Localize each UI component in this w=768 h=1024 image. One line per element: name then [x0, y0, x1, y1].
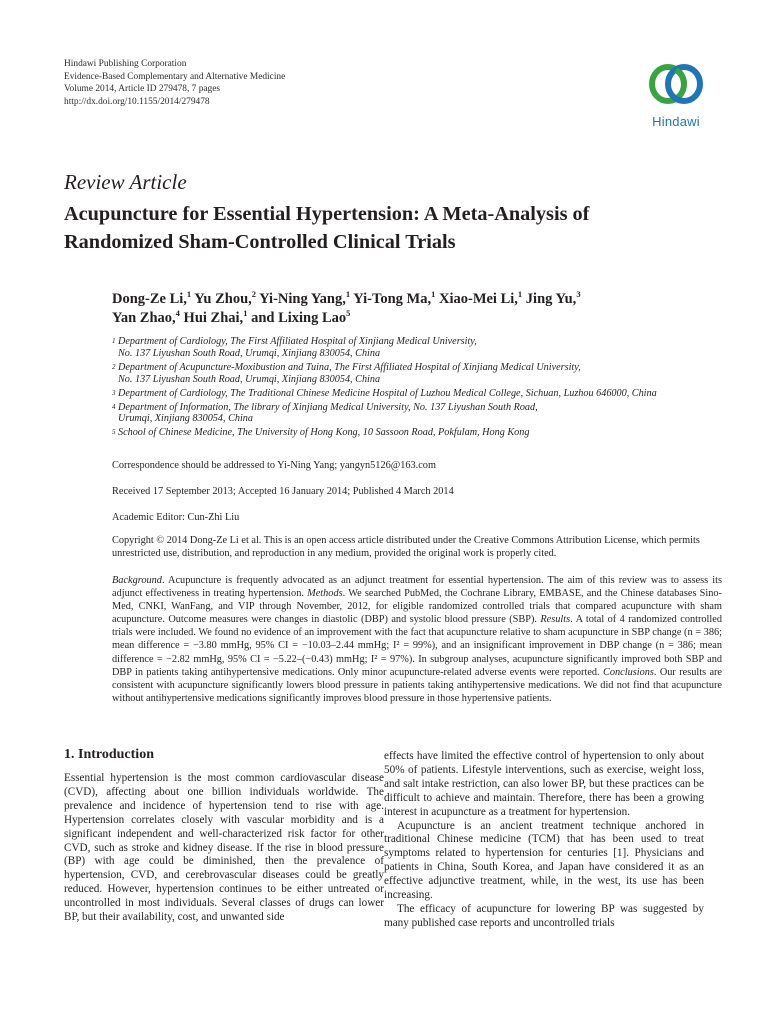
correspondence: Correspondence should be addressed to Yi-Ning Yang; yangyn5126@163.com [112, 460, 436, 471]
author-affiliation-mark: 1 [517, 289, 523, 299]
abstract-results: . A total of 4 randomized controlled trials were included. We found no evidence of an improvement with the fact that acupuncture relative to sham acupuncture in SBP change (n = 386; mean difference = −3.80 mmHg, 95% CI = −10.03–2.44 mmHg; I² = 99%), and an insignificant improvement in DBP change (n = 386; mean difference = −2.82 mmHg, 95% CI = −5.22–(−0.43) mmHg; I² = 97%). In subgroup analyses, acupuncture significantly improved both SBP and DBP in patients taking antihypertensive medications. Only minor acupuncture-related adverse events were reported. [112, 614, 722, 678]
author: Yu Zhou, [194, 291, 252, 307]
affiliation [112, 388, 722, 400]
affiliation-line: Urumqi, Xinjiang 830054, China [118, 413, 253, 425]
author-affiliation-mark: 3 [576, 289, 581, 299]
affiliation-number: 1 [112, 337, 116, 345]
journal-name: Evidence-Based Complementary and Alternative Medicine [64, 71, 286, 82]
body-paragraph: effects have limited the effective control of hypertension to only about 50% of patients. Lifestyle interventions, such as exercise, weight loss, and salt intake restriction, can also lower BP, but these practices can be difficult to achieve and maintain. Therefore, there has been a growing interest in acupuncture as a treatment for hypertension. [384, 750, 704, 818]
affiliation-line: School of Chinese Medicine, The University of Hong Kong, 10 Sassoon Road, Pokfulam, Hong Kong [118, 427, 530, 439]
author: Xiao-Mei Li, [438, 291, 518, 307]
author-affiliation-mark: 5 [346, 308, 351, 318]
body-paragraph: The efficacy of acupuncture for lowering BP was suggested by many published case reports and uncontrolled trials [384, 902, 704, 929]
title-line-1: Acupuncture for Essential Hypertension: A Meta-Analysis of [64, 203, 590, 225]
academic-editor: Academic Editor: Cun-Zhi Liu [112, 512, 240, 523]
author-affiliation-mark: 1 [243, 308, 248, 318]
hindawi-logo [636, 60, 716, 129]
author: Yi-Ning Yang, [259, 291, 346, 307]
affiliation [112, 362, 722, 386]
hindawi-logo-icon [636, 60, 716, 112]
affiliation-number: 3 [112, 388, 116, 397]
author-affiliation-mark: 4 [175, 308, 180, 318]
abstract-background: . Acupuncture is frequently advocated as an adjunct treatment for essential hypertension. The aim of this review was to assess its adjunct effectiveness in treating hypertension. [112, 575, 722, 600]
affiliation-line: Department of Cardiology, The Traditional Chinese Medicine Hospital of Luzhou Medical College, Sichuan, Luzhou 646000, China [118, 387, 657, 399]
author-affiliation-mark: 1 [186, 289, 192, 299]
author: Hui Zhai, [183, 310, 244, 326]
author-affiliation-mark: 2 [251, 289, 257, 299]
article-title [64, 200, 714, 256]
author: and Lixing Lao [251, 310, 347, 326]
affiliation-number: 4 [112, 402, 116, 411]
affiliation [112, 336, 722, 360]
affiliation-list [112, 336, 722, 441]
body-column-left [64, 746, 384, 925]
author: Jing Yu, [525, 291, 577, 307]
logo-wordmark: Hindawi [652, 114, 700, 129]
publication-dates: Received 17 September 2013; Accepted 16 January 2014; Published 4 March 2014 [112, 486, 454, 497]
abstract-background-label: Background [112, 575, 162, 586]
author-list [112, 290, 722, 328]
affiliation-number: 5 [112, 428, 116, 437]
abstract-methods-label: Methods [307, 588, 343, 600]
body-paragraph: Essential hypertension is the most common cardiovascular disease (CVD), affecting about one billion individuals worldwide. The prevalence and incidence of hypertension tend to rise with age. Hypertension correlates closely with vascular morbidity and is a significant independent and well-characterized risk factor for other CVD, such as stroke and kidney disease. If the rise in blood pressure (BP) with age could be diminished, then the prevalence of hypertension, CVD, and cerebrovascular diseases could be greatly reduced. However, hypertension continues to be either untreated or uncontrolled in most individuals. Several classes of drugs can lower BP, but their availability, cost, and unwanted side [64, 772, 384, 924]
copyright-notice: Copyright © 2014 Dong-Ze Li et al. This is an open access article distributed under the Creative Commons Attribution License, which permits unrestricted use, distribution, and reproduction in any medium, provided the original work is properly cited. [112, 535, 700, 559]
affiliation-line: Department of Acupuncture-Moxibustion and Tuina, The First Affiliated Hospital of Xinjiang Medical University, [118, 361, 581, 373]
body-paragraph: Acupuncture is an ancient treatment technique anchored in traditional Chinese medicine (TCM) that has been used to treat symptoms related to hypertension for centuries [1]. Physicians and patients in China, South Korea, and Japan have considered it as an effective adjunctive treatment, while, in the west, its use has been increasing. [384, 819, 704, 902]
body-column-right [384, 750, 704, 931]
abstract [112, 574, 722, 705]
affiliation-line: Department of Cardiology, The First Affiliated Hospital of Xinjiang Medical University, [118, 336, 477, 347]
author: Yi-Tong Ma, [353, 291, 432, 307]
affiliation [112, 427, 722, 439]
author: Dong-Ze Li, [112, 291, 187, 307]
affiliation-number: 2 [112, 362, 116, 371]
abstract-conclusions: . Our results are consistent with acupuncture significantly lowers blood pressure in patients taking antihypertensive medications. We did not find that acupuncture without antihypertensive medications significantly improves blood pressure in those hypertensive patients. [112, 666, 723, 704]
article-type: Review Article [64, 170, 187, 194]
publisher-name: Hindawi Publishing Corporation [64, 59, 187, 69]
doi-link[interactable]: http://dx.doi.org/10.1155/2014/279478 [64, 96, 210, 107]
affiliation-line: Department of Information, The library of Xinjiang Medical University, No. 137 Liyushan South Road, [118, 401, 538, 413]
volume-info: Volume 2014, Article ID 279478, 7 pages [64, 84, 221, 95]
affiliation [112, 402, 722, 426]
author-affiliation-mark: 1 [345, 289, 351, 299]
affiliation-line: No. 137 Liyushan South Road, Urumqi, Xinjiang 830054, China [118, 347, 381, 359]
author: Yan Zhao, [112, 310, 176, 326]
abstract-methods: . We searched PubMed, the Cochrane Library, EMBASE, and the Chinese databases Sino-Med, CNKI, WanFang, and VIP through November, 2012, for eligible randomized controlled trials that compared acupuncture with sham acupuncture. Outcome measures were changes in diastolic (DBP) and systolic blood pressure (SBP). [112, 588, 722, 626]
affiliation-line: No. 137 Liyushan South Road, Urumqi, Xinjiang 830054, China [118, 373, 381, 385]
section-heading-introduction: 1. Introduction [64, 747, 154, 762]
abstract-results-label: Results [540, 614, 571, 626]
title-line-2: Randomized Sham-Controlled Clinical Trials [64, 231, 456, 253]
abstract-conclusions-label: Conclusions [602, 666, 654, 678]
author-affiliation-mark: 1 [431, 289, 436, 299]
journal-header [64, 58, 285, 108]
